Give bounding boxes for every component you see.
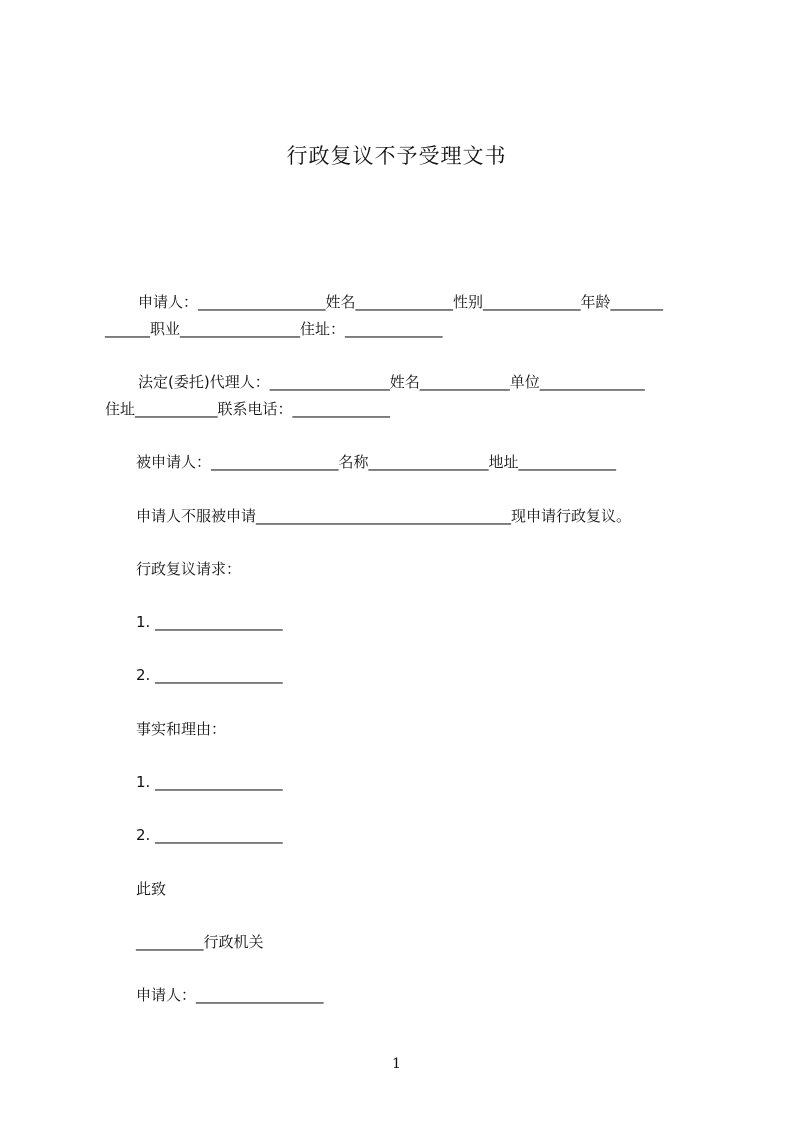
agent-line-2: 住址___________联系电话：_____________ — [105, 400, 391, 418]
statement-line: 申请人不服被申请__________________________________现申请行政复议。 — [136, 507, 632, 525]
respondent-line: 被申请人：_________________名称________________地址_____________ — [136, 453, 617, 471]
request-item-1: 1. _________________ — [136, 613, 283, 631]
signature-line: 申请人：_________________ — [136, 986, 324, 1004]
applicant-line-2: ______职业________________住址：_____________ — [105, 320, 443, 338]
requests-heading: 行政复议请求： — [136, 560, 242, 578]
facts-heading: 事实和理由： — [136, 720, 227, 738]
salutation: 此致 — [136, 880, 167, 898]
page-number: 1 — [392, 1056, 401, 1072]
fact-item-2: 2. _________________ — [136, 826, 283, 844]
authority-line: _________行政机关 — [136, 933, 264, 951]
applicant-line-1: 申请人：_________________姓名_____________性别_____________年龄_______ — [138, 293, 664, 311]
request-item-2: 2. _________________ — [136, 666, 283, 684]
fact-item-1: 1. _________________ — [136, 773, 283, 791]
document-title: 行政复议不予受理文书 — [286, 144, 507, 168]
agent-line-1: 法定(委托)代理人：________________姓名____________单位______________ — [138, 373, 645, 391]
